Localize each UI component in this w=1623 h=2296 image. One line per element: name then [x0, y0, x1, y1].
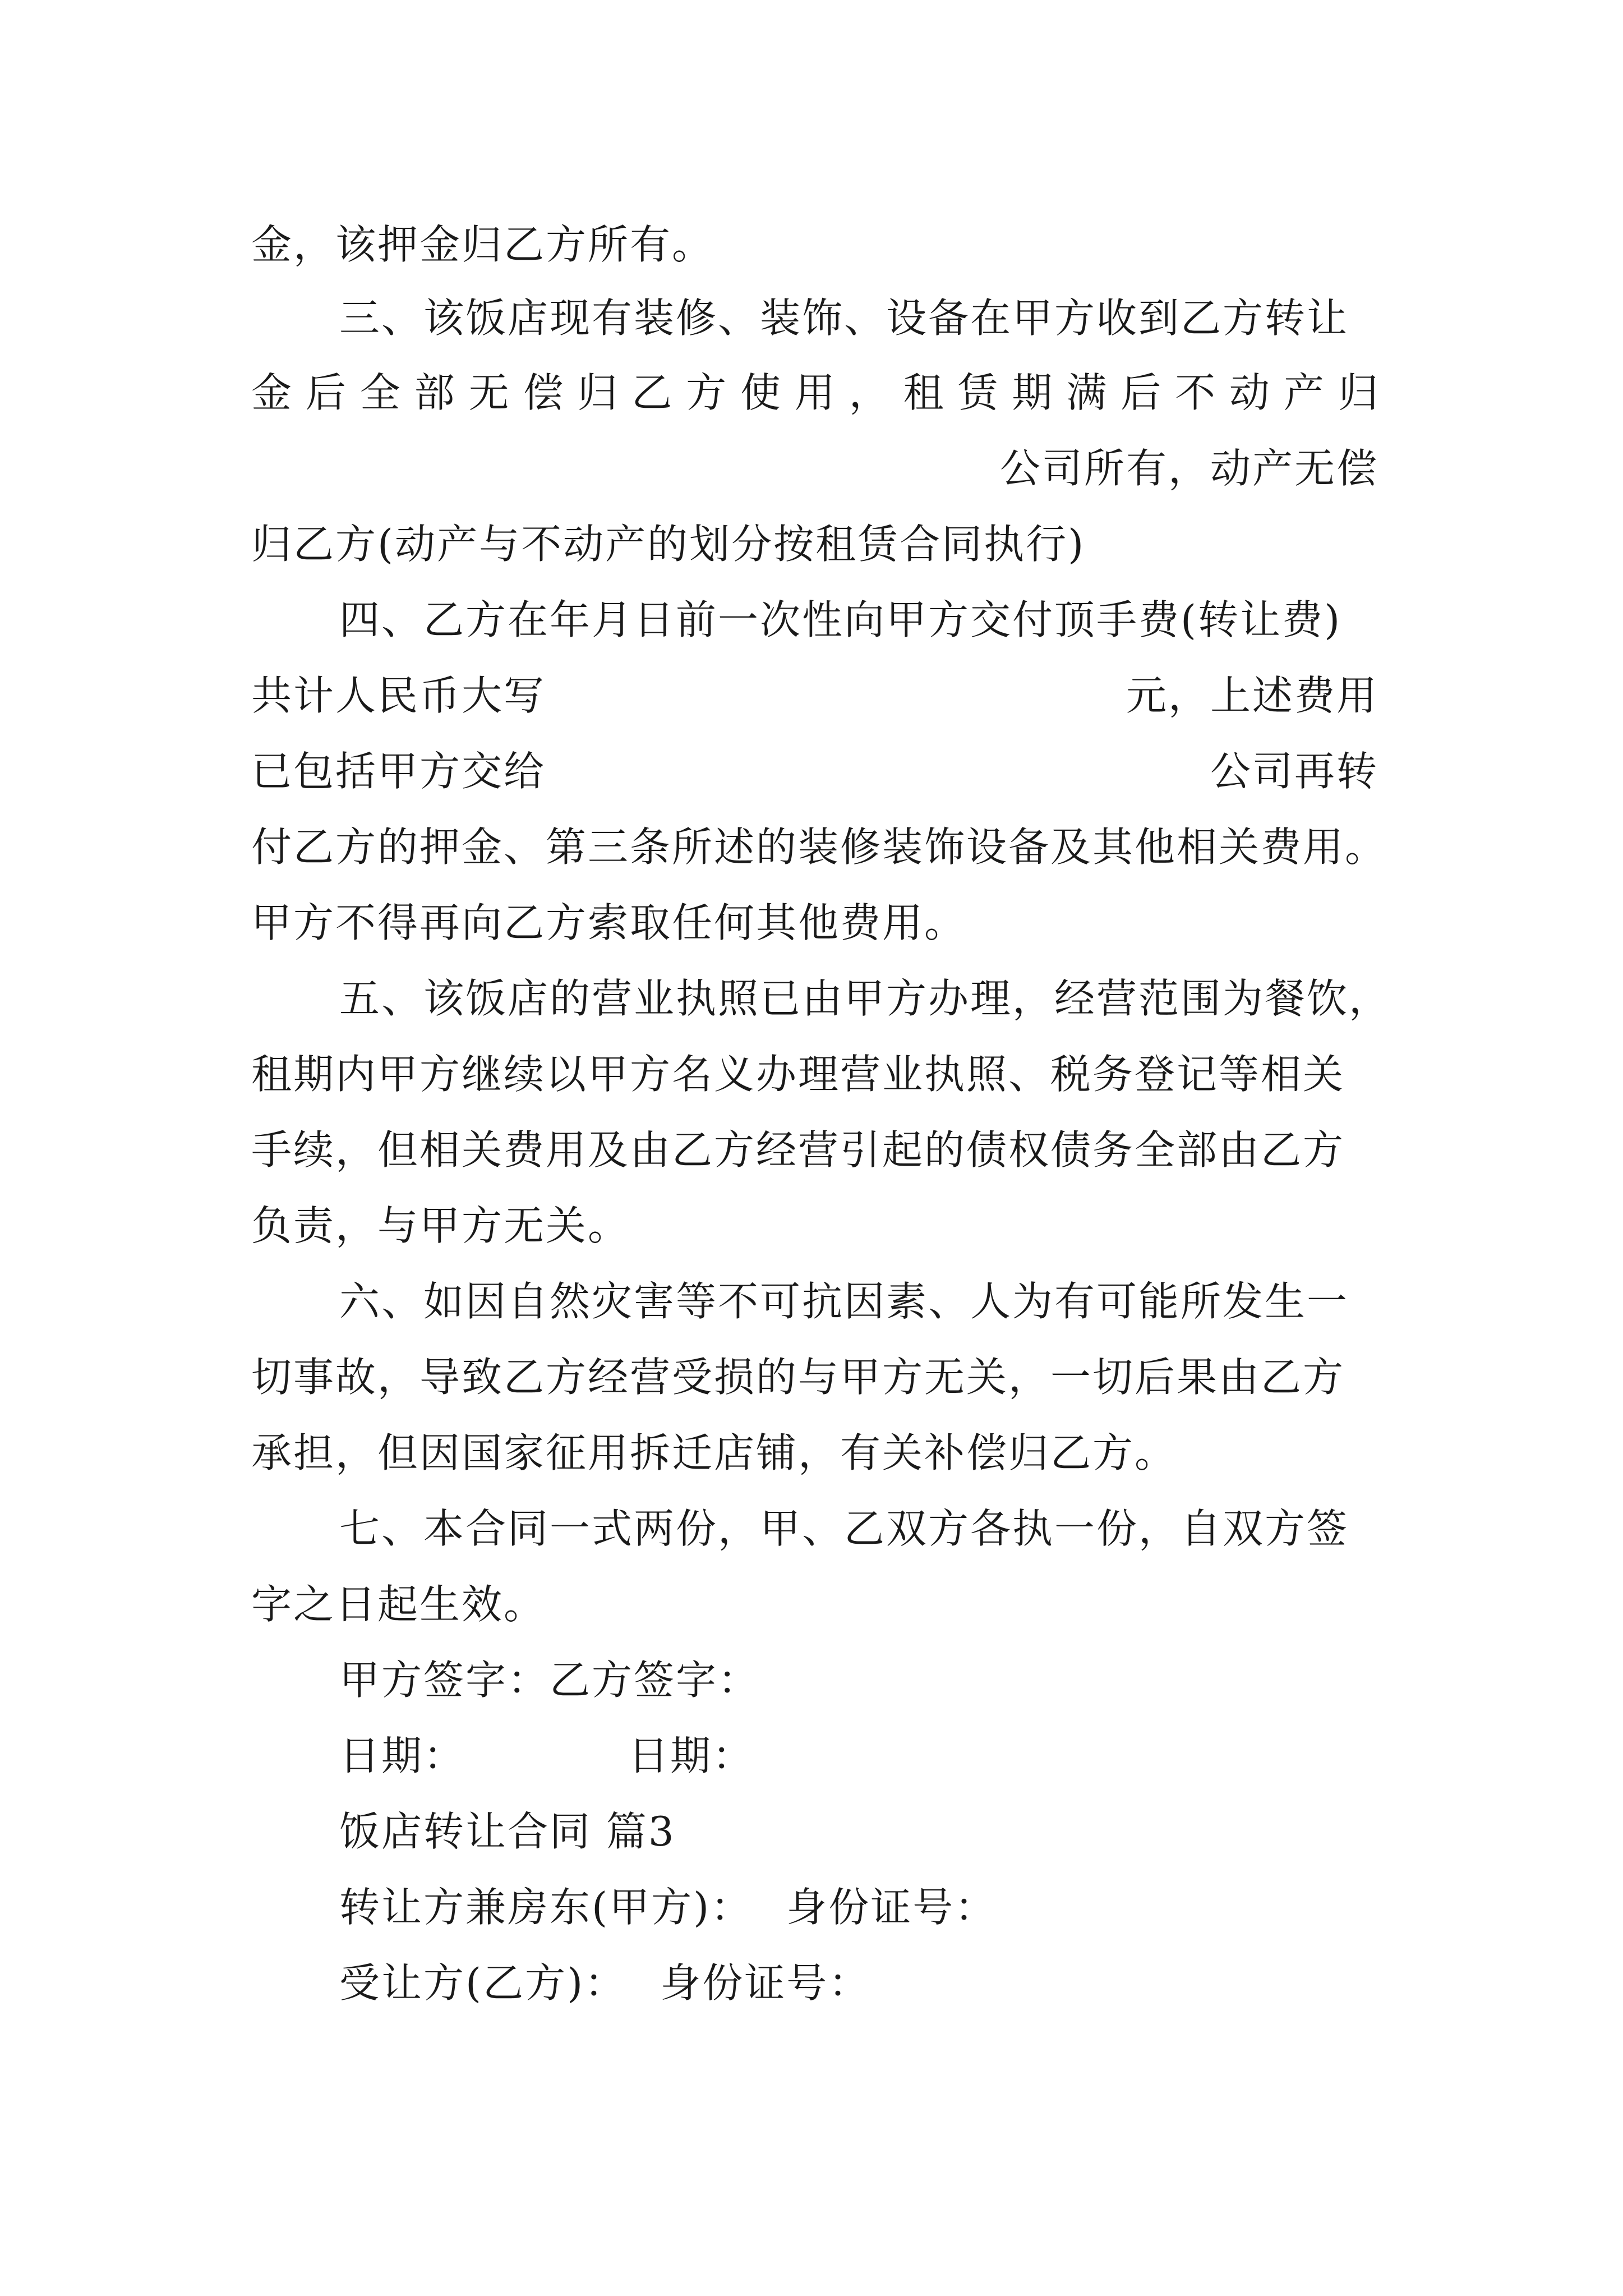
line-16-text: 切事故，导致乙方经营受损的与甲方无关，一切后果由乙方	[251, 1354, 1345, 1401]
text-line-14	[251, 1195, 1378, 1257]
line-13-text: 手续，但相关费用及由乙方经营引起的债权债务全部由乙方	[251, 1126, 1345, 1174]
line-2-text: 三、该饭店现有装修、装饰、设备在甲方收到乙方转让	[339, 295, 1349, 342]
line-3-char: 乙	[631, 369, 672, 416]
text-line-15	[339, 1271, 1382, 1332]
line-7-right-text: 元，上述费用	[1126, 672, 1378, 719]
line-8-right-text: 公司再转	[1210, 748, 1378, 795]
line-3-char: 偿	[523, 369, 564, 416]
text-line-5	[251, 513, 1378, 575]
line-19-text: 字之日起生效。	[251, 1581, 546, 1628]
line-3-char: 归	[577, 369, 618, 416]
line-3-char: 产	[1283, 369, 1324, 416]
signature-line	[339, 1649, 1382, 1711]
line-10-text: 甲方不得再向乙方索取任何其他费用。	[251, 899, 967, 946]
party-a-label: 转让方兼房东(甲方)：	[339, 1884, 753, 1931]
party-a-id-label: 身份证号：	[786, 1884, 997, 1931]
text-line-6	[339, 589, 1382, 651]
line-3-char: 方	[686, 369, 727, 416]
party-a-line	[339, 1876, 1382, 1938]
text-line-3	[251, 362, 1378, 424]
line-3-char: 金	[251, 369, 292, 416]
section-heading	[339, 1801, 1382, 1862]
text-line-8	[251, 740, 1378, 802]
line-14-text: 负责，与甲方无关。	[251, 1202, 630, 1249]
text-line-11	[339, 968, 1391, 1029]
party-b-date-label: 日期：	[628, 1732, 755, 1779]
text-line-12	[251, 1043, 1378, 1105]
line-3-char: 租	[903, 369, 944, 416]
party-b-id-label: 身份证号：	[660, 1959, 871, 2007]
line-12-text: 租期内甲方继续以甲方名义办理营业执照、税务登记等相关	[251, 1051, 1345, 1098]
line-3-char: 归	[1338, 369, 1378, 416]
party-b-label: 受让方(乙方)：	[339, 1959, 627, 2007]
text-line-9	[251, 816, 1387, 878]
line-5-text: 归乙方(动产与不动产的划分按租赁合同执行)	[251, 521, 1086, 568]
party-b-line	[339, 1952, 1382, 2014]
line-3-char: 使	[740, 369, 781, 416]
text-line-18	[339, 1498, 1382, 1559]
line-3-char: 满	[1066, 369, 1107, 416]
date-line	[339, 1725, 1382, 1787]
text-line-17	[251, 1422, 1378, 1484]
line-4-text: 公司所有，动产无偿	[999, 445, 1378, 492]
line-3-char: 用	[794, 369, 835, 416]
line-3-char: 后	[305, 369, 346, 416]
line-3-char: 赁	[957, 369, 998, 416]
line-3-char: 动	[1229, 369, 1270, 416]
line-11-text: 五、该饭店的营业执照已由甲方办理，经营范围为餐饮，	[339, 975, 1391, 1022]
line-6-text: 四、乙方在年月日前一次性向甲方交付顶手费(转让费)	[339, 596, 1342, 643]
line-3-char: 后	[1121, 369, 1161, 416]
text-line-4	[251, 438, 1378, 499]
text-line-13	[251, 1119, 1378, 1181]
line-8-left-text: 已包括甲方交给	[251, 748, 546, 795]
text-line-1	[251, 214, 1378, 275]
line-7-left-text: 共计人民币大写	[251, 672, 546, 719]
text-line-7	[251, 665, 1378, 726]
party-a-date-label: 日期：	[339, 1732, 466, 1779]
line-3-char: 部	[414, 369, 455, 416]
text-line-10	[251, 892, 1378, 954]
line-1-text: 金，该押金归乙方所有。	[251, 221, 714, 268]
text-line-2	[339, 287, 1382, 349]
line-3-char: ，	[849, 369, 889, 416]
line-9-text: 付乙方的押金、第三条所述的装修装饰设备及其他相关费用。	[251, 823, 1387, 871]
text-line-16	[251, 1346, 1378, 1408]
line-18-text: 七、本合同一式两份，甲、乙双方各执一份，自双方签	[339, 1505, 1349, 1552]
line-3-char: 期	[1012, 369, 1053, 416]
text-line-19	[251, 1573, 1378, 1635]
line-15-text: 六、如因自然灾害等不可抗因素、人为有可能所发生一	[339, 1278, 1349, 1325]
line-17-text: 承担，但因国家征用拆迁店铺，有关补偿归乙方。	[251, 1429, 1177, 1476]
line-3-char: 无	[468, 369, 509, 416]
party-b-signature-label: 乙方签字：	[550, 1657, 760, 1704]
line-3-char: 不	[1175, 369, 1216, 416]
line-3-char: 全	[359, 369, 400, 416]
party-a-signature-label: 甲方签字：	[339, 1657, 550, 1704]
section-heading-text: 饭店转让合同 篇3	[339, 1808, 676, 1855]
